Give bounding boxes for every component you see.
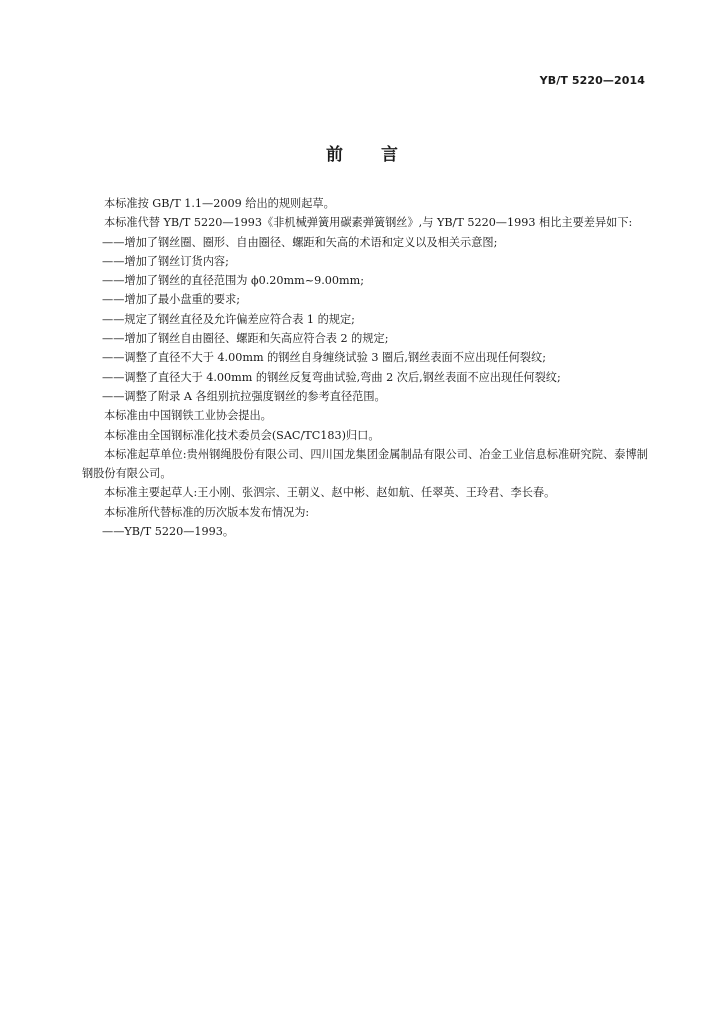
- paragraph-proposed-by: 本标准由中国钢铁工业协会提出。: [104, 409, 272, 423]
- change-item: ——增加了钢丝自由圈径、螺距和矢高应符合表 2 的规定;: [102, 332, 389, 346]
- change-item: ——调整了直径大于 4.00mm 的钢丝反复弯曲试验,弯曲 2 次后,钢丝表面不应出现任何裂纹;: [102, 370, 561, 384]
- change-item: ——增加了钢丝圈、圈形、自由圈径、螺距和矢高的术语和定义以及相关示意图;: [102, 235, 498, 249]
- title-char-2: 言: [381, 145, 400, 165]
- page-title: [0, 140, 726, 165]
- title-char-1: 前: [326, 145, 345, 165]
- change-item: ——调整了直径不大于 4.00mm 的钢丝自身缠绕试验 3 圈后,钢丝表面不应出现任何裂纹;: [102, 351, 546, 365]
- paragraph-drafting-units: 本标准起草单位:贵州钢绳股份有限公司、四川国龙集团金属制品有限公司、冶金工业信息标准研究院、泰博制钢股份有限公司。: [82, 447, 648, 481]
- paragraph-drafters: 本标准主要起草人:王小刚、张泗宗、王朝义、赵中彬、赵如航、任翠英、王玲君、李长春。: [104, 486, 556, 500]
- document-code: YB/T 5220—2014: [539, 74, 645, 87]
- change-item: ——增加了钢丝订货内容;: [102, 254, 229, 268]
- paragraph-replacement: 本标准代替 YB/T 5220—1993《非机械弹簧用碳素弹簧钢丝》,与 YB/T 5220—1993 相比主要差异如下:: [104, 216, 633, 230]
- change-item: ——规定了钢丝直径及允许偏差应符合表 1 的规定;: [102, 312, 355, 326]
- change-item: ——增加了钢丝的直径范围为 ϕ0.20mm~9.00mm;: [102, 274, 365, 288]
- paragraph-drafting-rules: 本标准按 GB/T 1.1—2009 给出的规则起草。: [104, 197, 335, 210]
- change-item: ——增加了最小盘重的要求;: [102, 293, 241, 307]
- paragraph-under-jurisdiction: 本标准由全国钢标准化技术委员会(SAC/TC183)归口。: [104, 428, 380, 442]
- paragraph-history-intro: 本标准所代替标准的历次版本发布情况为:: [104, 505, 310, 519]
- history-item: ——YB/T 5220—1993。: [102, 525, 235, 539]
- change-item: ——调整了附录 A 各组别抗拉强度钢丝的参考直径范围。: [102, 389, 386, 403]
- foreword-body: [82, 194, 648, 541]
